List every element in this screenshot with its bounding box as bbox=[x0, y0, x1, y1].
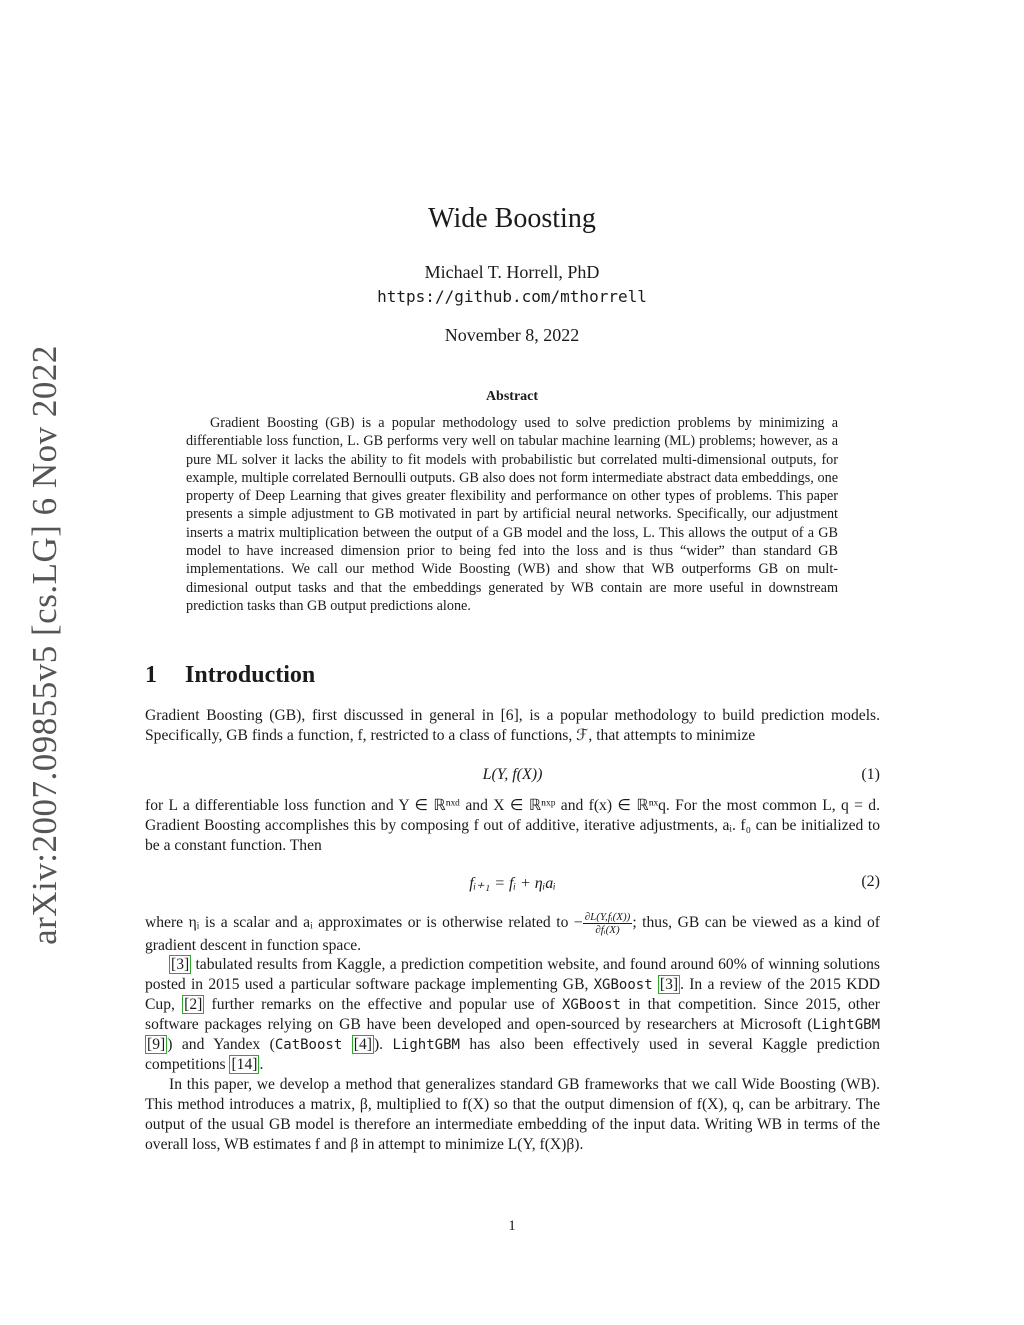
equation-1-expression: L(Y, f(X)) bbox=[482, 766, 543, 783]
abstract-body: Gradient Boosting (GB) is a popular methodology used to solve prediction problems by minimizing a differentiable loss function, L. GB performs very well on tabular machine learning (ML) problems; however, as a pure ML solver it lacks the ability to fit models with probabilistic but correlated multi-dimensional outputs, for example, multiple correlated Bernoulli outputs. GB also does not form intermediate abstract data embeddings, one property of Deep Learning that gives greater flexibility and performance on other types of problems. This paper presents a simple adjustment to GB motivated in part by artificial neural networks. Specifically, our adjustment inserts a matrix multiplication between the output of a GB model and the loss, L. This allows the output of a GB model to have increased dimension prior to being fed into the loss and is thus “wider” than standard GB implementations. We call our method Wide Boosting (WB) and show that WB outperforms GB on mult-dimesional output tasks and that the embeddings generated by WB contain are more useful in downstream prediction tasks than GB output predictions alone. bbox=[186, 415, 838, 614]
para4-text: tabulated results from Kaggle, a prediction competition website, and found around 60% of winning solutions posted in 2015 used a particular software package implementing GB, bbox=[145, 956, 880, 993]
arxiv-sidebar bbox=[14, 345, 76, 945]
code-xgboost: XGBoost bbox=[593, 977, 653, 993]
arxiv-identifier: arXiv:2007.09855v5 [cs.LG] 6 Nov 2022 bbox=[25, 345, 64, 945]
intro-paragraph-3 bbox=[145, 911, 880, 956]
citation-link[interactable]: [3] bbox=[171, 956, 190, 973]
intro-paragraph-1: Gradient Boosting (GB), first discussed in general in [6], is a popular methodology to build prediction models. Specifically, GB finds a function, f, restricted to a class of functions, ℱ, that attempts to minimize bbox=[145, 707, 880, 744]
citation-link[interactable]: [2] bbox=[184, 996, 203, 1013]
code-catboost: CatBoost bbox=[274, 1037, 343, 1053]
para3-text-after: ; thus, GB can be viewed as a kind of gradient descent in function space. bbox=[145, 914, 880, 954]
equation-1-number: (1) bbox=[861, 766, 880, 783]
fraction-denominator: ∂fᵢ(X) bbox=[595, 924, 620, 936]
para3-text-before: where ηᵢ is a scalar and aᵢ approximates or is otherwise related to − bbox=[145, 914, 583, 932]
code-xgboost: XGBoost bbox=[561, 997, 621, 1013]
intro-paragraph-5: In this paper, we develop a method that generalizes standard GB frameworks that we call Wide Boosting (WB). This method introduces a matrix, β, multiplied to f(X) so that the output dimension of f(X), q, can be arbitrary. The output of the usual GB model is therefore an intermediate embedding of the input data. Writing WB in terms of the overall loss, WB estimates f and β in attempt to minimize L(Y, f(X)β). bbox=[145, 1076, 880, 1153]
author-name: Michael T. Horrell, PhD bbox=[424, 262, 600, 282]
publication-date: November 8, 2022 bbox=[444, 325, 580, 345]
para4-text: has also been effectively used in several Kaggle prediction competitions bbox=[145, 1036, 880, 1073]
gradient-fraction bbox=[583, 911, 633, 936]
citation-link[interactable]: [3] bbox=[659, 976, 679, 993]
equation-2-number: (2) bbox=[861, 873, 880, 890]
section-number: 1 bbox=[145, 662, 157, 688]
section-heading bbox=[145, 662, 315, 689]
code-lightgbm: LightGBM bbox=[392, 1037, 460, 1053]
para4-text: ) and Yandex ( bbox=[167, 1036, 275, 1053]
citation-link[interactable]: [4] bbox=[353, 1036, 372, 1053]
intro-paragraph-2: for L a differentiable loss function and Y ∈ ℝⁿˣᵈ and X ∈ ℝⁿˣᵖ and f(x) ∈ ℝⁿˣq. For the most common L, q = d. Gradient Boosting accomplishes this by composing f out of additive, iterative adjustments, aᵢ. f₀ can be initialized to be a constant function. Then bbox=[145, 797, 880, 854]
section-title: Introduction bbox=[185, 662, 316, 688]
author-url-link[interactable]: https://github.com/mthorrell bbox=[377, 287, 647, 306]
page-number: 1 bbox=[508, 1218, 516, 1234]
para4-text: . bbox=[259, 1056, 264, 1073]
citation-link[interactable]: [14] bbox=[231, 1056, 258, 1073]
para4-text: in that competition. Since 2015, other software packages relying on GB have been developed and open-sourced by researchers at Microsoft ( bbox=[145, 996, 880, 1033]
para4-text: further remarks on the effective and popular use of bbox=[204, 996, 562, 1013]
citation-link[interactable]: [9] bbox=[147, 1036, 166, 1053]
code-lightgbm: LightGBM bbox=[812, 1017, 880, 1033]
abstract-heading: Abstract bbox=[485, 389, 539, 404]
para4-text: . In a review of the 2015 KDD Cup, bbox=[145, 976, 881, 1013]
intro-paragraph-4 bbox=[145, 955, 880, 1075]
fraction-numerator: ∂L(Y,fᵢ(X)) bbox=[584, 911, 631, 923]
para4-text: ). bbox=[373, 1036, 393, 1053]
equation-2-expression: fᵢ₊₁ = fᵢ + ηᵢaᵢ bbox=[469, 875, 556, 892]
paper-title: Wide Boosting bbox=[428, 203, 596, 234]
